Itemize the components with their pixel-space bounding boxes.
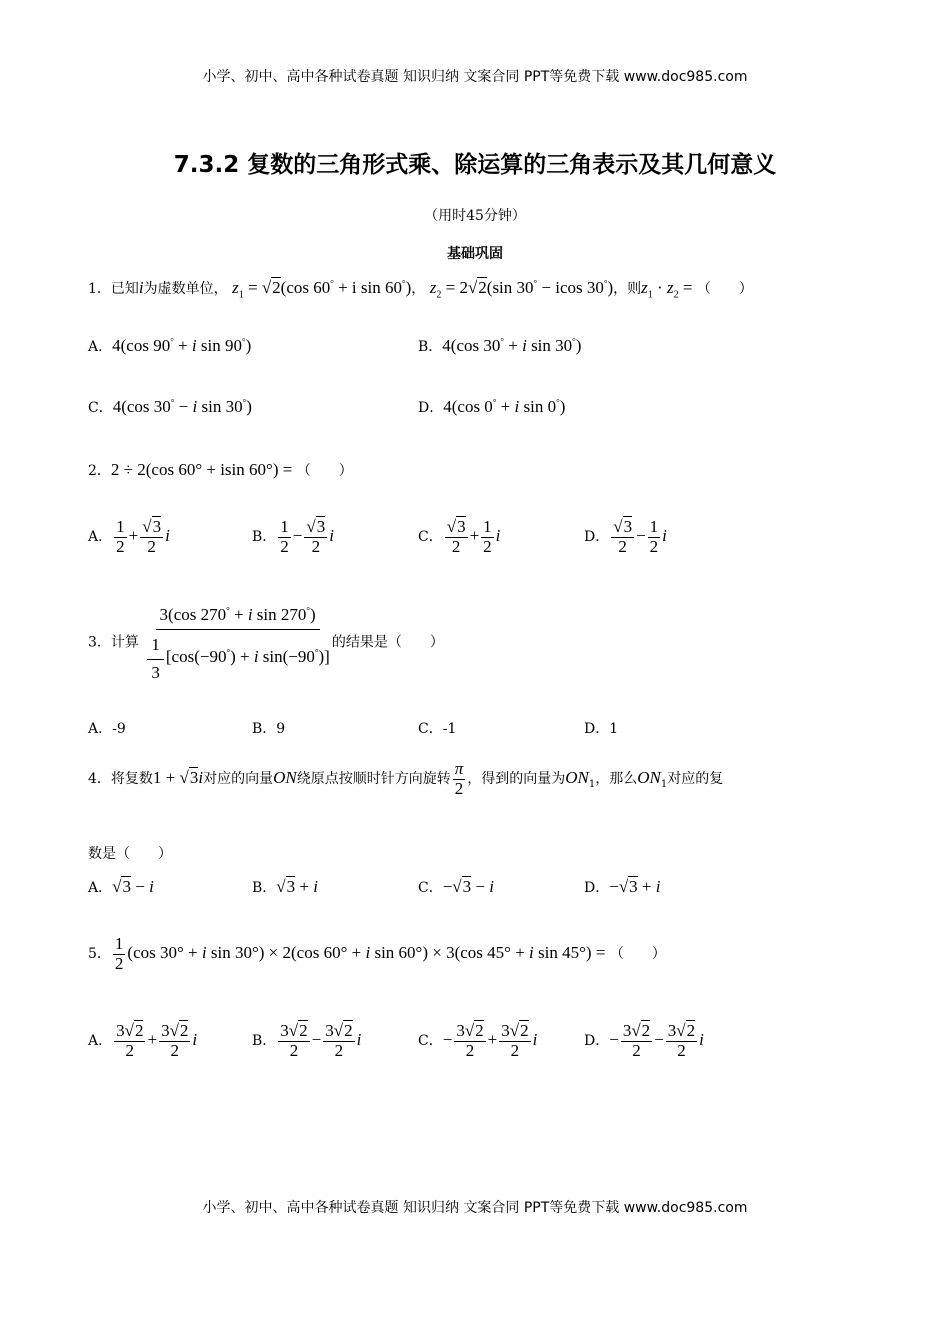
q5-option-a: A． $\frac{3√2}{2}$ + $\frac{3√2}{2}$ i [88,1021,198,1060]
q4-option-b: B．√3 + i [252,877,318,896]
time-note: （用时45分钟） [424,208,526,224]
q4-option-a: A．√3 − i [88,877,154,896]
q3-option-c: C．-1 [418,721,457,737]
q1-z1-formula: $z_1 = √2(\cos$ 60° + i sin 60°) [232,278,412,301]
q5-option-d: D．− $\frac{3√2}{2}$ − $\frac{3√2}{2}$ i [584,1021,704,1060]
question-3: 3．计算 3(cos 270° + i sin 270°) $\frac{1}{3}$ [cos(−90°) + i sin(−90°)] 的结果是（ ） [88,605,444,682]
q2-option-d: D． $\frac{√3}{2}$ − $\frac{1}{2}$ i [584,517,667,556]
question-4: 4．将复数1 + √3i对应的向量ON绕原点按顺时针方向旋转 $\frac{\pi}{2}$ ，得到的向量为$ON_1$，那么$ON_1$对应的复 [88,759,724,798]
q5-option-c: C．− $\frac{3√2}{2}$ + $\frac{3√2}{2}$ i [418,1021,538,1060]
header-banner: 小学、初中、高中各种试卷真题 知识归纳 文案合同 PPT等免费下载 www.doc985.com [202,69,748,85]
q2-option-c: C． $\frac{√3}{2}$ + $\frac{1}{2}$ i [418,517,501,556]
q5-option-b: B． $\frac{3√2}{2}$ − $\frac{3√2}{2}$ i [252,1021,362,1060]
footer-banner: 小学、初中、高中各种试卷真题 知识归纳 文案合同 PPT等免费下载 www.doc985.com [202,1200,748,1216]
q1-option-b: B．4(cos 30° + i sin 30°) [418,336,582,355]
q2-option-a: A． $\frac{1}{2}$ + $\frac{√3}{2}$ i [88,517,170,556]
q3-option-b: B．9 [252,721,286,737]
q1-z2-formula: $z_2 = 2√2(\sin$ 30° − icos 30°) [429,278,614,301]
q1-option-d: D．4(cos 0° + i sin 0°) [418,397,566,416]
q3-option-a: A．-9 [88,721,126,737]
section-heading: 基础巩固 [447,246,503,262]
q4-option-c: C．−√3 − i [418,877,494,896]
question-5: 5． $\frac{1}{2}$ (cos 30° + i sin 30°) × 2(cos 60° + i sin 60°) × 3(cos 45° + i sin 45°) = （ ） [88,934,666,973]
q4-option-d: D．−√3 + i [584,877,661,896]
q2-option-b: B． $\frac{1}{2}$ − $\frac{√3}{2}$ i [252,517,334,556]
question-1: 1．已知i为虚数单位， $z_1 = √2(\cos$ 60° + i sin 60°)， $z_2 = 2√2(\sin$ 30° − icos 30°)，则$z_1 \cdot z_2$ = （ ） [88,278,753,301]
q1-option-a: A．4(cos 90° + i sin 90°) [88,336,252,355]
q4-line2: 数是（ ） [88,846,172,862]
q1-option-c: C．4(cos 30° − i sin 30°) [88,397,252,416]
question-2: 2．2 ÷ 2(cos 60° + isin 60°) = （ ） [88,460,353,479]
q3-fraction: 3(cos 270° + i sin 270°) $\frac{1}{3}$ [cos(−90°) + i sin(−90°)] [143,603,331,682]
q3-option-d: D．1 [584,721,619,737]
page-title: 7.3.2 复数的三角形式乘、除运算的三角表示及其几何意义 [173,152,777,178]
